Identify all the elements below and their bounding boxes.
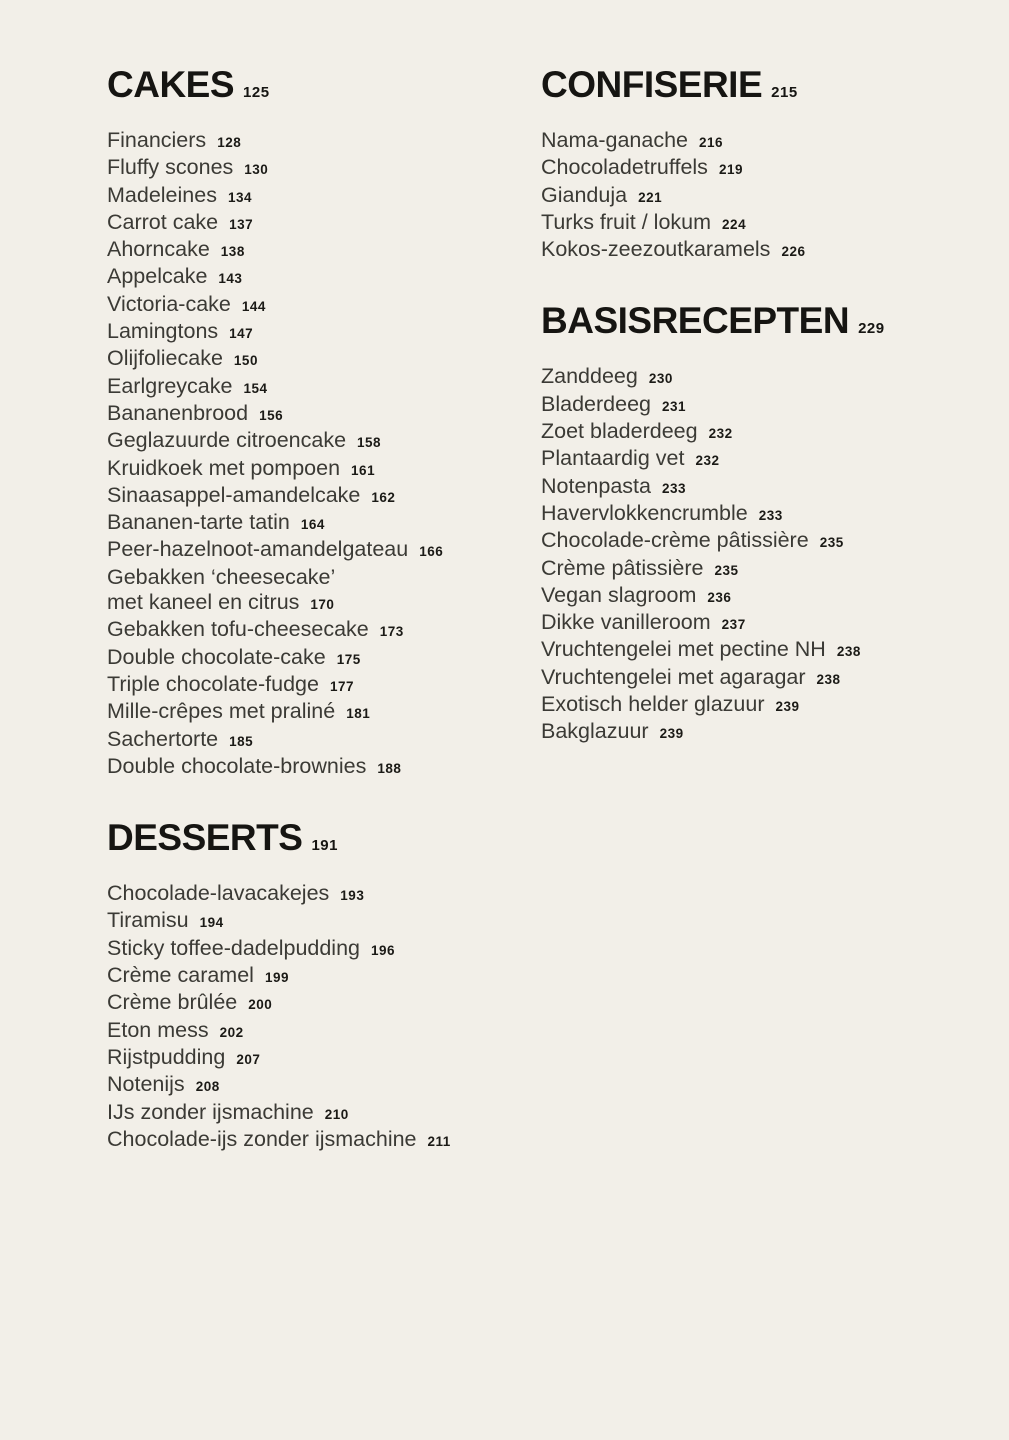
toc-entry-label: Crème caramel: [107, 963, 254, 988]
toc-entry-label: Carrot cake: [107, 209, 219, 234]
toc-entry-label: Notenijs: [107, 1072, 185, 1097]
section-title: DESSERTS: [107, 817, 303, 859]
toc-entry-label: Bladerdeeg: [541, 391, 651, 416]
toc-entry-label: Sachertorte: [107, 726, 219, 751]
toc-entry-page-number: 143: [218, 271, 243, 287]
toc-entry-page-number: 134: [227, 189, 252, 205]
toc-entry-label: Bananenbrood: [107, 400, 249, 425]
toc-entry: [107, 565, 527, 590]
toc-entry-page-number: 232: [708, 426, 733, 442]
toc-entry-label: Lamingtons: [107, 319, 219, 344]
toc-entry: [541, 210, 961, 237]
toc-entry-label: Triple chocolate-fudge: [107, 671, 319, 696]
toc-entry: [107, 936, 527, 963]
toc-entry: [107, 699, 527, 726]
toc-entry-label: Vruchtengelei met agaragar: [541, 664, 806, 689]
toc-entry-page-number: 231: [661, 398, 687, 414]
toc-entry: [107, 264, 527, 291]
toc-entry-page-number: 188: [377, 760, 402, 776]
toc-list-desserts: [107, 881, 527, 1154]
toc-entry: [541, 665, 961, 692]
section-page-number: 229: [858, 320, 885, 338]
toc-list-basisrecepten: [541, 364, 961, 746]
toc-entry-label: Zanddeeg: [541, 364, 638, 389]
toc-entry: [107, 510, 527, 537]
toc-entry: [107, 292, 527, 319]
toc-entry-page-number: 137: [229, 216, 254, 232]
toc-entry-page-number: 161: [351, 462, 376, 478]
toc-entry: [541, 528, 961, 555]
toc-entry: [107, 727, 527, 754]
toc-entry-label: Gianduja: [541, 182, 628, 207]
toc-entry-page-number: 150: [233, 353, 258, 369]
toc-entry: [107, 1018, 527, 1045]
toc-entry: [107, 210, 527, 237]
toc-entry: [107, 537, 527, 564]
toc-entry-page-number: 144: [241, 298, 266, 314]
toc-entry: [541, 610, 961, 637]
toc-entry-label: Victoria-cake: [107, 291, 231, 316]
toc-entry-label: Peer-hazelnoot-amandelgateau: [107, 537, 409, 562]
toc-entry-page-number: 177: [329, 678, 354, 694]
toc-entry-label: Turks fruit / lokum: [541, 209, 712, 234]
toc-entry: [541, 583, 961, 610]
toc-entry-page-number: 232: [695, 453, 720, 469]
toc-entry-page-number: 173: [379, 624, 404, 640]
section-title: CONFISERIE: [541, 64, 763, 105]
toc-entry-page-number: 239: [775, 699, 800, 715]
toc-entry-label: Vegan slagroom: [541, 582, 697, 607]
toc-entry-page-number: 224: [722, 216, 747, 232]
toc-entry-label: Earlgreycake: [107, 373, 233, 398]
toc-entry: [107, 428, 527, 455]
toc-entry-page-number: 199: [264, 970, 289, 986]
toc-entry-page-number: 237: [721, 617, 746, 633]
toc-entry-page-number: 226: [781, 244, 806, 260]
toc-entry: [107, 401, 527, 428]
toc-entry-label: Crème pâtissière: [541, 555, 704, 580]
toc-entry-page-number: 239: [659, 726, 684, 742]
toc-entry-page-number: 235: [819, 535, 844, 551]
toc-entry: [541, 637, 961, 664]
toc-entry-page-number: 156: [259, 407, 284, 423]
toc-entry-label: Kokos-zeezoutkaramels: [541, 237, 771, 262]
section-page-number: 191: [311, 837, 338, 855]
toc-entry-label: Sticky toffee-dadelpudding: [107, 935, 361, 960]
toc-entry-page-number: 233: [661, 480, 686, 496]
toc-list-cakes: [107, 128, 527, 781]
toc-entry-label: Chocoladetruffels: [541, 155, 708, 180]
toc-entry: [107, 237, 527, 264]
toc-entry: [541, 556, 961, 583]
toc-entry: [541, 446, 961, 473]
toc-entry: [541, 237, 961, 264]
toc-entry-label: Gebakken ‘cheesecake’: [107, 564, 336, 589]
toc-entry-page-number: 162: [371, 489, 396, 505]
section-page-number: 215: [771, 84, 798, 101]
toc-entry-page-number: 238: [836, 644, 861, 660]
section-basisrecepten: [541, 300, 961, 746]
toc-entry-label: met kaneel en citrus: [107, 590, 300, 615]
section-page-number: 125: [243, 84, 270, 101]
toc-entry-page-number: 236: [707, 589, 732, 605]
section-desserts: [107, 817, 527, 1154]
toc-entry-label: Exotisch helder glazuur: [541, 692, 765, 717]
toc-entry-page-number: 238: [816, 671, 841, 687]
toc-entry: [541, 183, 961, 210]
toc-entry-label: Olijfoliecake: [107, 346, 223, 371]
toc-entry: [541, 128, 961, 155]
toc-entry-page-number: 128: [217, 135, 242, 150]
toc-entry-page-number: 208: [195, 1079, 220, 1095]
toc-entry-label: Mille-crêpes met praliné: [107, 699, 336, 724]
toc-entry: [107, 183, 527, 210]
toc-entry-page-number: 233: [758, 507, 783, 523]
toc-entry-label: Bakglazuur: [541, 719, 649, 744]
toc-entry-page-number: 166: [419, 544, 444, 560]
toc-entry-label: Sinaasappel-amandelcake: [107, 482, 361, 507]
toc-entry: [107, 617, 527, 644]
toc-entry-label: Plantaardig vet: [541, 446, 685, 471]
toc-entry-page-number: 175: [336, 651, 361, 667]
section-cakes: [107, 64, 527, 781]
toc-entry-page-number: 207: [236, 1051, 261, 1067]
toc-entry-page-number: 216: [699, 135, 724, 150]
toc-entry-page-number: 181: [346, 706, 371, 722]
section-confiserie: [541, 64, 961, 264]
toc-entry-page-number: 210: [324, 1106, 349, 1122]
toc-entry-page-number: 170: [310, 597, 335, 613]
toc-entry-page-number: 154: [243, 380, 268, 396]
toc-entry-label: Ahorncake: [107, 237, 210, 262]
toc-column-left: [107, 64, 527, 1154]
toc-entry-page-number: 138: [220, 244, 245, 260]
toc-entry: [107, 319, 527, 346]
toc-entry-label: Rijstpudding: [107, 1044, 226, 1069]
toc-entry-page-number: 147: [229, 326, 254, 342]
toc-entry-label: Vruchtengelei met pectine NH: [541, 637, 826, 662]
toc-entry-label: Notenpasta: [541, 473, 651, 498]
section-heading-confiserie: [541, 64, 961, 113]
toc-entry: [107, 1100, 527, 1127]
toc-entry-page-number: 211: [427, 1133, 451, 1149]
toc-entry: [107, 590, 527, 617]
toc-entry-page-number: 130: [244, 162, 269, 178]
toc-entry: [107, 483, 527, 510]
toc-entry-label: Chocolade-ijs zonder ijsmachine: [107, 1126, 417, 1151]
toc-entry: [541, 392, 961, 419]
toc-entry-label: Havervlokkencrumble: [541, 500, 748, 525]
toc-entry-label: Crème brûlée: [107, 990, 238, 1015]
toc-entry: [107, 645, 527, 672]
toc-entry-page-number: 158: [357, 435, 382, 451]
toc-entry: [107, 881, 527, 908]
toc-entry: [107, 908, 527, 935]
toc-entry: [541, 474, 961, 501]
section-title: BASISRECEPTEN: [541, 300, 850, 342]
toc-entry: [107, 1072, 527, 1099]
toc-entry-label: Geglazuurde citroencake: [107, 428, 347, 453]
toc-entry: [541, 155, 961, 182]
toc-entry-label: Kruidkoek met pompoen: [107, 455, 341, 480]
toc-entry-label: Dikke vanilleroom: [541, 610, 711, 635]
section-heading-basisrecepten: [541, 300, 961, 349]
toc-entry-label: Financiers: [107, 128, 207, 152]
toc-entry-label: Tiramisu: [107, 908, 189, 933]
toc-entry-page-number: 230: [648, 371, 673, 387]
toc-entry-page-number: 235: [714, 562, 739, 578]
toc-entry: [107, 672, 527, 699]
toc-entry-page-number: 200: [248, 997, 273, 1013]
toc-entry-page-number: 164: [300, 517, 325, 533]
toc-entry-page-number: 185: [229, 733, 254, 749]
toc-entry-label: Zoet bladerdeeg: [541, 419, 698, 444]
toc-entry: [107, 346, 527, 373]
toc-entry: [107, 990, 527, 1017]
toc-entry-page-number: 221: [638, 189, 663, 205]
toc-entry-label: Nama-ganache: [541, 128, 689, 152]
toc-entry-label: Appelcake: [107, 264, 208, 289]
toc-entry-label: Eton mess: [107, 1017, 209, 1042]
toc-entry: [107, 963, 527, 990]
toc-entry: [541, 419, 961, 446]
toc-entry: [107, 456, 527, 483]
toc-entry: [107, 1127, 527, 1154]
toc-entry: [107, 374, 527, 401]
toc-entry: [541, 719, 961, 746]
toc-entry-label: Bananen-tarte tatin: [107, 510, 290, 535]
toc-entry-label: Chocolade-lavacakejes: [107, 881, 330, 906]
toc-entry: [107, 1045, 527, 1072]
toc-column-right: [541, 64, 961, 747]
toc-entry: [107, 754, 527, 781]
toc-entry-label: Madeleines: [107, 182, 217, 207]
section-title: CAKES: [107, 64, 235, 105]
section-heading-desserts: [107, 817, 527, 866]
toc-entry: [541, 692, 961, 719]
toc-entry-page-number: 194: [199, 915, 224, 931]
toc-entry-label: IJs zonder ijsmachine: [107, 1099, 314, 1124]
toc-entry-label: Chocolade-crème pâtissière: [541, 528, 809, 553]
toc-entry-page-number: 196: [371, 942, 396, 958]
toc-entry: [107, 155, 527, 182]
toc-entry: [541, 364, 961, 391]
toc-entry-label: Gebakken tofu-cheesecake: [107, 617, 369, 642]
toc-entry-page-number: 193: [340, 888, 365, 904]
toc-entry-label: Double chocolate-brownies: [107, 753, 367, 778]
toc-entry: [107, 128, 527, 155]
toc-entry-label: Fluffy scones: [107, 155, 234, 180]
toc-list-confiserie: [541, 128, 961, 264]
toc-entry: [541, 501, 961, 528]
toc-entry-page-number: 219: [718, 162, 743, 178]
toc-entry-page-number: 202: [219, 1024, 244, 1040]
section-heading-cakes: [107, 64, 527, 113]
toc-entry-label: Double chocolate-cake: [107, 644, 326, 669]
